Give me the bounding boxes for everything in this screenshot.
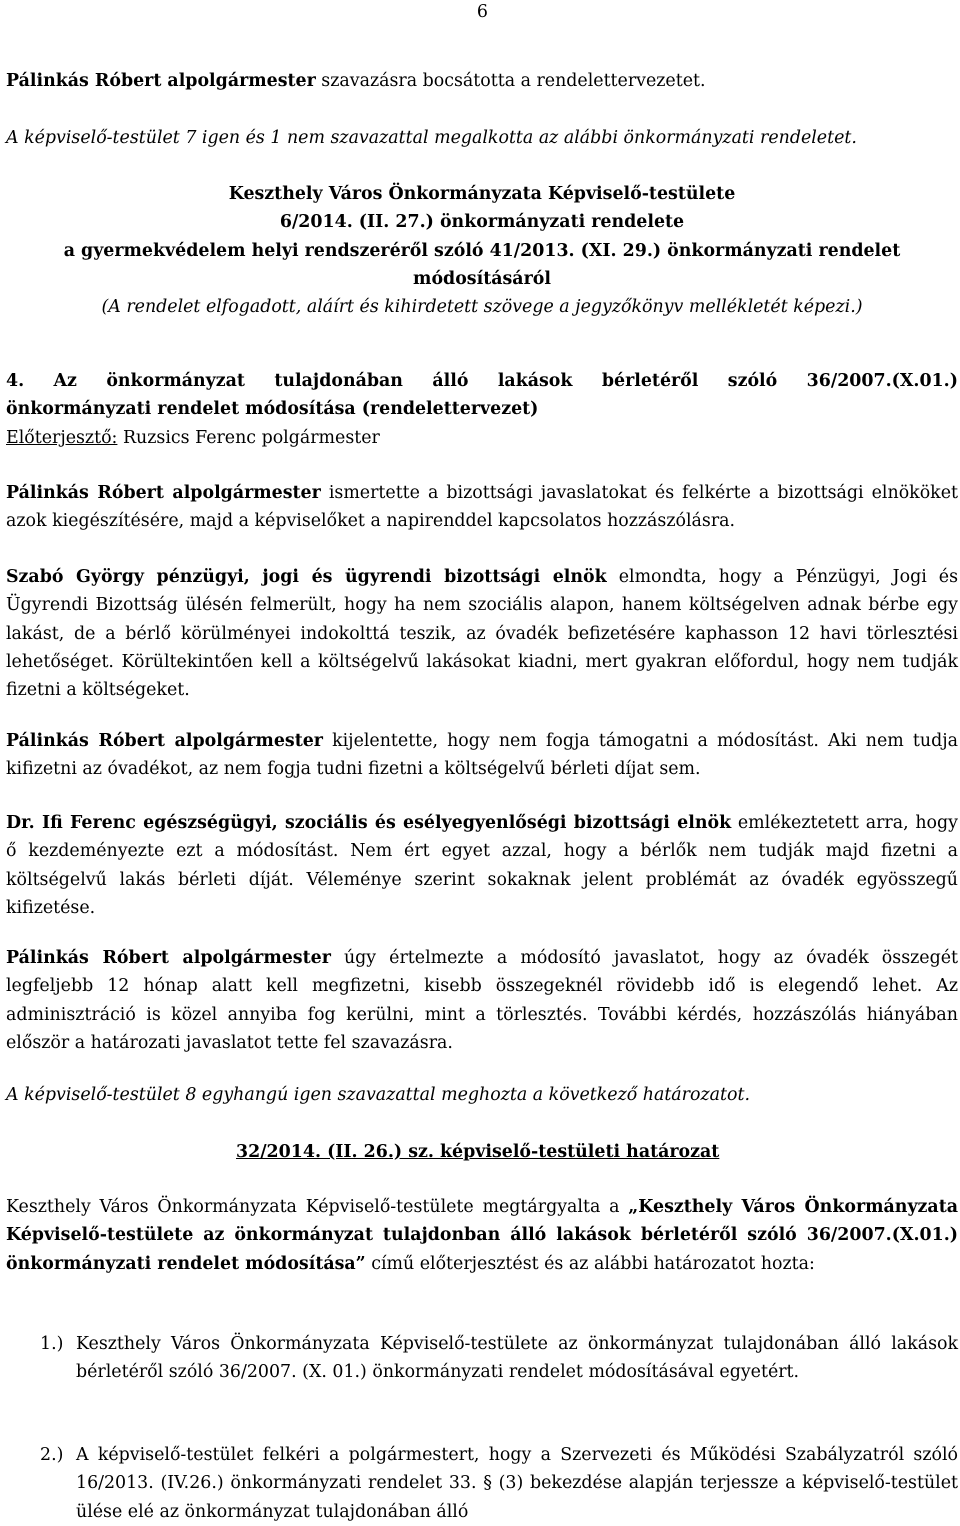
agenda-word: tulajdonában <box>274 371 403 391</box>
page-number: 6 <box>476 2 488 22</box>
resolution-item-1 <box>40 1330 958 1387</box>
agenda-word: lakások <box>497 371 573 391</box>
vote-statement <box>6 1081 958 1109</box>
agenda-word: álló <box>432 371 469 391</box>
paragraph-text: emlékeztetett arra, hogy ő kezdeményezte ezt a módosítást. Nem ért egyet azzal, hogy a bérlők nem tudják majd fizetni a költségelvű lakás bérleti díját. Véleménye szerint sokaknak jelent problémát az óvadék egyösszegű kifizetése. <box>6 813 958 918</box>
agenda-word: Az <box>53 371 77 391</box>
regulation-heading <box>6 180 958 321</box>
paragraph-text: elmondta, hogy a Pénzügyi, Jogi és Ügyrendi Bizottság ülésén felmerült, hogy ha nem szociális alapon, hanem költségelven adnak bérbe egy lakást, de a bérlő körülményei indokolttá teszik, az óvadék befizetésére kaphasson 12 havi törlesztési lehetőséget. Körültekintően kell a költségelvű lakásokat kiadni, mert gyakran előfordul, hogy nem tudják fizetni a költségeket. <box>6 567 958 701</box>
list-item-text: Keszthely Város Önkormányzata Képviselő-testülete az önkormányzat tulajdonában álló lakások bérletéről szóló 36/2007. (X. 01.) önkormányzati rendelet módosításával egyetért. <box>76 1334 958 1383</box>
presenter-label: Előterjesztő: <box>6 427 118 448</box>
intro-line-text: szavazásra bocsátotta a rendelettervezetet. <box>315 71 706 91</box>
paragraph-text: ismertette a bizottsági javaslatokat és felkérte a bizottsági elnököket azok kiegészítésére, majd a képviselőket a napirenddel kapcsolatos hozzászólásra. <box>6 483 958 532</box>
agenda-presenter <box>6 424 958 452</box>
adoption-statement <box>6 124 958 152</box>
resolution-intro-text: Keszthely Város Önkormányzata Képviselő-testülete megtárgyalta a <box>6 1197 629 1217</box>
agenda-word: bérletéről <box>601 371 699 391</box>
list-number: 2.) <box>40 1445 64 1465</box>
regulation-line-1: Keszthely Város Önkormányzata Képviselő-testülete <box>228 184 736 204</box>
regulation-line-4: módosításáról <box>413 268 551 289</box>
agenda-word: 4. <box>6 371 25 391</box>
paragraph-3 <box>6 727 958 784</box>
presenter-name: Ruzsics Ferenc polgármester <box>117 427 380 448</box>
paragraph-text: úgy értelmezte a módosító javaslatot, hogy az óvadék összegét legfeljebb 12 hónap alatt kell megfizetni, kisebb összegeknél rövidebb idő is elegendő lehet. Az adminisztráció is közel annyiba fog kerülni, mint a törlesztés. További kérdés, hozzászólás hiányában először a határozati javaslatot tette fel szavazásra. <box>6 948 958 1053</box>
speaker-name: Szabó György pénzügyi, jogi és ügyrendi bizottsági elnök <box>6 567 607 587</box>
agenda-word: szóló <box>727 371 778 391</box>
agenda-title-line-1 <box>6 367 958 395</box>
paragraph-1 <box>6 479 958 536</box>
intro-speaker: Pálinkás Róbert alpolgármester <box>6 71 316 91</box>
list-number: 1.) <box>40 1334 64 1354</box>
speaker-name: Pálinkás Róbert alpolgármester <box>6 948 331 968</box>
paragraph-4 <box>6 809 958 922</box>
intro-line <box>6 67 958 95</box>
agenda-word: 36/2007.(X.01.) <box>806 371 958 391</box>
resolution-subject: „Keszthely Város Önkormányzata Képviselő-testülete az önkormányzat tulajdonban álló lakások bérletéről szóló 36/2007.(X.01.) önkormányzati rendelet módosítása” <box>6 1197 958 1274</box>
speaker-name: Pálinkás Róbert alpolgármester <box>6 731 323 751</box>
paragraph-2 <box>6 563 958 704</box>
speaker-name: Pálinkás Róbert alpolgármester <box>6 483 321 503</box>
agenda-word: önkormányzat <box>106 371 245 391</box>
vote-statement-text: A képviselő-testület 8 egyhangú igen szavazattal meghozta a következő határozatot. <box>6 1085 750 1105</box>
agenda-item <box>6 367 958 452</box>
resolution-title <box>236 1138 936 1166</box>
paragraph-5 <box>6 944 958 1057</box>
speaker-name: Dr. Ifi Ferenc egészségügyi, szociális és esélyegyenlőségi bizottsági elnök <box>6 813 732 833</box>
resolution-intro-end: című előterjesztést és az alábbi határozatot hozta: <box>365 1253 815 1274</box>
resolution-item-2 <box>40 1441 958 1526</box>
list-item-text: A képviselő-testület felkéri a polgármestert, hogy a Szervezeti és Működési Szabályzatról szóló 16/2013. (IV.26.) önkormányzati rendelet 33. § (3) bekezdése alapján terjessze a képviselő-testület ülése elé az önkormányzat tulajdonában álló <box>76 1445 958 1522</box>
adoption-statement-text: A képviselő-testület 7 igen és 1 nem szavazattal megalkotta az alábbi önkormányzati rendeletet. <box>6 128 857 148</box>
resolution-title-text: 32/2014. (II. 26.) sz. képviselő-testületi határozat <box>236 1142 720 1162</box>
agenda-title-line-2: önkormányzati rendelet módosítása (rendelettervezet) <box>6 399 539 420</box>
resolution-intro <box>6 1193 958 1278</box>
regulation-note: (A rendelet elfogadott, aláírt és kihirdetett szövege a jegyzőkönyv mellékletét képezi.) <box>101 297 863 318</box>
regulation-line-2: 6/2014. (II. 27.) önkormányzati rendelete <box>279 212 685 233</box>
regulation-line-3: a gyermekvédelem helyi rendszeréről szóló 41/2013. (XI. 29.) önkormányzati rendelet <box>63 240 901 261</box>
paragraph-text: kijelentette, hogy nem fogja támogatni a módosítást. Aki nem tudja kifizetni az óvadékot, az nem fogja tudni fizetni a költségelvű bérleti díjat sem. <box>6 731 958 780</box>
